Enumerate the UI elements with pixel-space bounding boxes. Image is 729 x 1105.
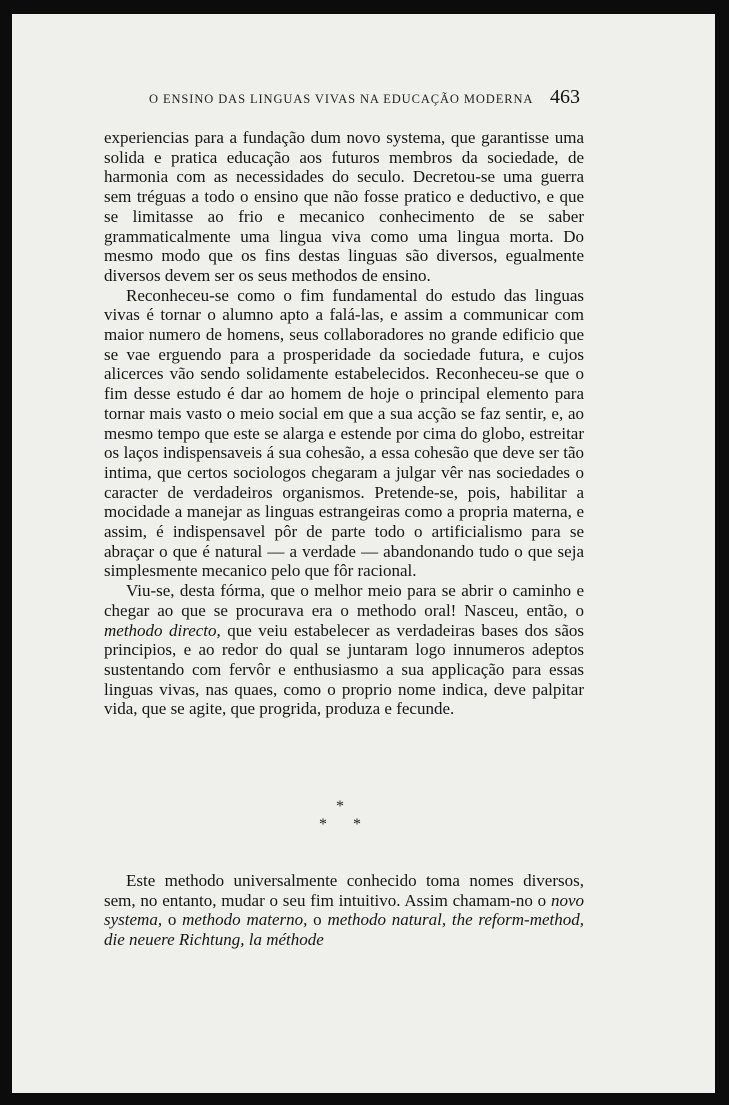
method-names-italic: methodo natural, the reform-method, die neuere Richtung, la méthode [104, 910, 584, 950]
section-text [104, 871, 584, 950]
paragraph-2: Reconheceu-se como o fim fundamental do estudo das linguas vivas é tornar o alumno apto a falá-las, e assim a communicar com maior numero de homens, seus collaboradores no grande edificio que se vae erguendo para a prosperidade da sociedade futura, e cujos alicerces vão sendo solidamente estabelecidos. Reconheceu-se que o fim desse estudo é dar ao homem de hoje o principal elemento para tornar mais vasto o meio social em que a sua acção se faz sentir, e, ao mesmo tempo que este se alarga e estende por cima do globo, estreitar os laços indispensaveis á sua cohesão, a essa cohesão que deve ser tão intima, que certos sociologos chegaram a julgar vêr nas sociedades o caracter de verdadeiros organismos. Pretende-se, pois, habilitar a mocidade a manejar as linguas estrangeiras como a propria materna, e assim, é indispensavel pôr de parte todo o artificialismo para se abraçar o que é natural — a verdade — abandonando tudo o que seja simplesmente mecanico pelo que fôr racional. [104, 285, 584, 581]
paragraph-4-mid-2: o [307, 910, 328, 930]
section-asterism [312, 798, 372, 838]
asterisk-left: * [319, 816, 327, 833]
paragraph-1: experiencias para a fundação dum novo systema, que garantisse uma solida e pratica educação aos futuros membros da sociedade, de harmonia com as necessidades do seculo. Decretou-se uma guerra sem tréguas a todo o ensino que não fosse pratico e deductivo, e que se limitasse ao frio e mecanico conhecimento de se saber grammaticalmente uma lingua viva como uma lingua morta. Do mesmo modo que os fins destas linguas são diversos, egualmente diversos devem ser os seus methodos de ensino. [104, 128, 584, 285]
paragraph-4-start: Este methodo universalmente conhecido toma nomes diversos, sem, no entanto, mudar o seu fim intuitivo. Assim chamam-no o [104, 871, 584, 910]
paragraph-4-mid-1: o [162, 910, 183, 930]
paragraph-3 [104, 581, 584, 719]
asterisk-top: * [336, 798, 344, 815]
methodo-directo-italic: methodo directo, [104, 620, 221, 640]
book-page [12, 14, 715, 1093]
paragraph-4 [104, 871, 584, 950]
main-text [104, 128, 584, 719]
asterisk-right: * [353, 816, 361, 833]
methodo-materno-italic: methodo materno, [182, 910, 308, 930]
novo-systema-italic: novo systema, [104, 890, 584, 930]
paragraph-3-start: Viu-se, desta fórma, que o melhor meio para se abrir o caminho e chegar ao que se procurava era o methodo oral! Nasceu, então, o [104, 581, 584, 620]
running-header: O ENSINO DAS LINGUAS VIVAS NA EDUCAÇÃO MODERNA [149, 92, 534, 106]
page-number: 463 [550, 86, 580, 108]
paragraph-3-end: que veiu estabelecer as verdadeiras bases dos sãos principios, e ao redor do qual se juntaram logo innumeros adeptos sustentando com fervôr e enthusiasmo a sua applicação para essas linguas vivas, nas quaes, como o proprio nome indica, deve palpitar vida, que se agite, que progrida, produza e fecunde. [104, 620, 584, 719]
